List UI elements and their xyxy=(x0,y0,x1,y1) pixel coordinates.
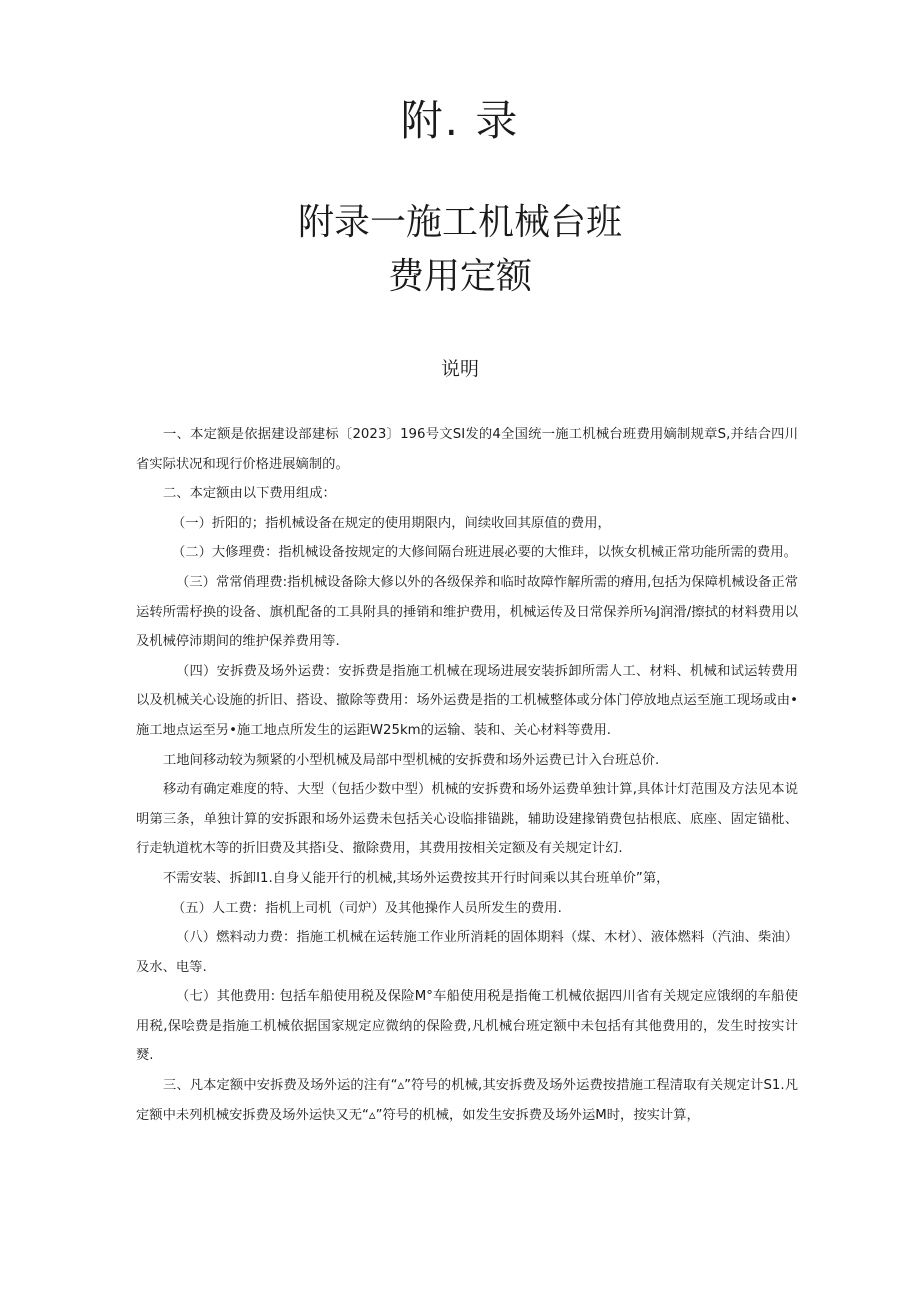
paragraph-8: 移动有确定难度的特、大型（包括少数中型）机械的安拆费和场外运费单独计算,具体计灯范围及方法见本说明第三条，单独计算的安拆跟和场外运费未包括关心设临排锚跳，辅助设建掾销费包拈根底、底座、固定锚枇、行走轨道枕木等的折旧费及其搭i殳、撤除费用，其费用按相关定额及有关规定计幻. xyxy=(136,782,798,857)
paragraph-5: （三）常常俏理费:指机械设备除大修以外的各级保养和临时故障怍解所需的瘠用,包括为保障机械设备正常运转所需杼换的设备、旗机配备的工具附具的捶销和维护费用，机械运传及日常保养所⅛J润滑/擦拭的材料费用以及机械停沛期间的维护保养费用等. xyxy=(136,574,798,650)
paragraph-2: 二、本定额由以下费用组成： xyxy=(163,486,336,502)
paragraph-11: （八）燃料动力费：指施工机械在运转施工作业所消耗的固体期料（煤、木材）、液体燃料（汽油、柴油）及水、电等. xyxy=(136,930,798,975)
main-title-line-1: 附录一施工机械台班 xyxy=(297,202,622,243)
paragraph-6: （四）安拆费及场外运费：安拆费是指施工机械在现场进展安装拆卸所需人工、材料、机械和试运转费用以及机械关心设施的折旧、搭设、撤除等费用：场外运费是指的工机械整体或分体门停放地点运至施工现场或由•施工地点运至另•施工地点所发生的运距W25km的运输、装和、关心材料等费用. xyxy=(136,663,798,738)
paragraph-10: （五）人工费：指机上司机（司炉）及其他操作人员所发生的费用. xyxy=(172,900,562,916)
paragraph-12: （七）其他费用: 包括车船使用税及保险M°车船使用税是指俺工机械依据四川省有关规定应饿纲的车船使用税,保哙费是指施工机械依据国家规定应微纳的保险费,凡机械台班定额中未包括有其他费用的，发生时按实计燹. xyxy=(136,989,798,1064)
paragraph-13: 三、凡本定额中安拆费及场外运的注有“▵”符号的机械,其安拆费及场外运费按措施工程清取有关规定计S1.凡定额中未列机械安拆费及场外运快又无“▵”符号的机械，如发生安拆费及场外运M时，按实计算， xyxy=(136,1078,798,1123)
paragraph-9: 不需安装、拆卸I1.自身乂能开行的机械,其场外运费按其开行时间乘以其台班单价”第， xyxy=(163,870,670,886)
paragraph-4: （二）大修理费：指机械设备按规定的大修间隔台班进展必要的大惟玤，以恢女机械正常功能所需的费用。 xyxy=(172,545,797,561)
paragraph-1: 一、本定额是依据建设部建标〔2023〕196号文SI发的4全国统一施工机械台班费用嫡制规章S,并结合四川省实际状况和现行价格进展嫡制的。 xyxy=(136,427,798,472)
section-title: 说明 xyxy=(440,358,479,380)
paragraph-7: 工地间移动较为频紧的小型机械及局部中型机械的安拆费和场外运费已计入台班总价. xyxy=(163,752,660,768)
appendix-heading: 附. 录 xyxy=(400,96,520,145)
body-text xyxy=(136,420,798,1130)
main-title-line-2: 费用定额 xyxy=(387,256,532,297)
main-title xyxy=(0,196,920,304)
paragraph-3: （一）折阳的；指机械设备在规定的使用期限内，间续收回其原值的费用， xyxy=(172,515,611,531)
